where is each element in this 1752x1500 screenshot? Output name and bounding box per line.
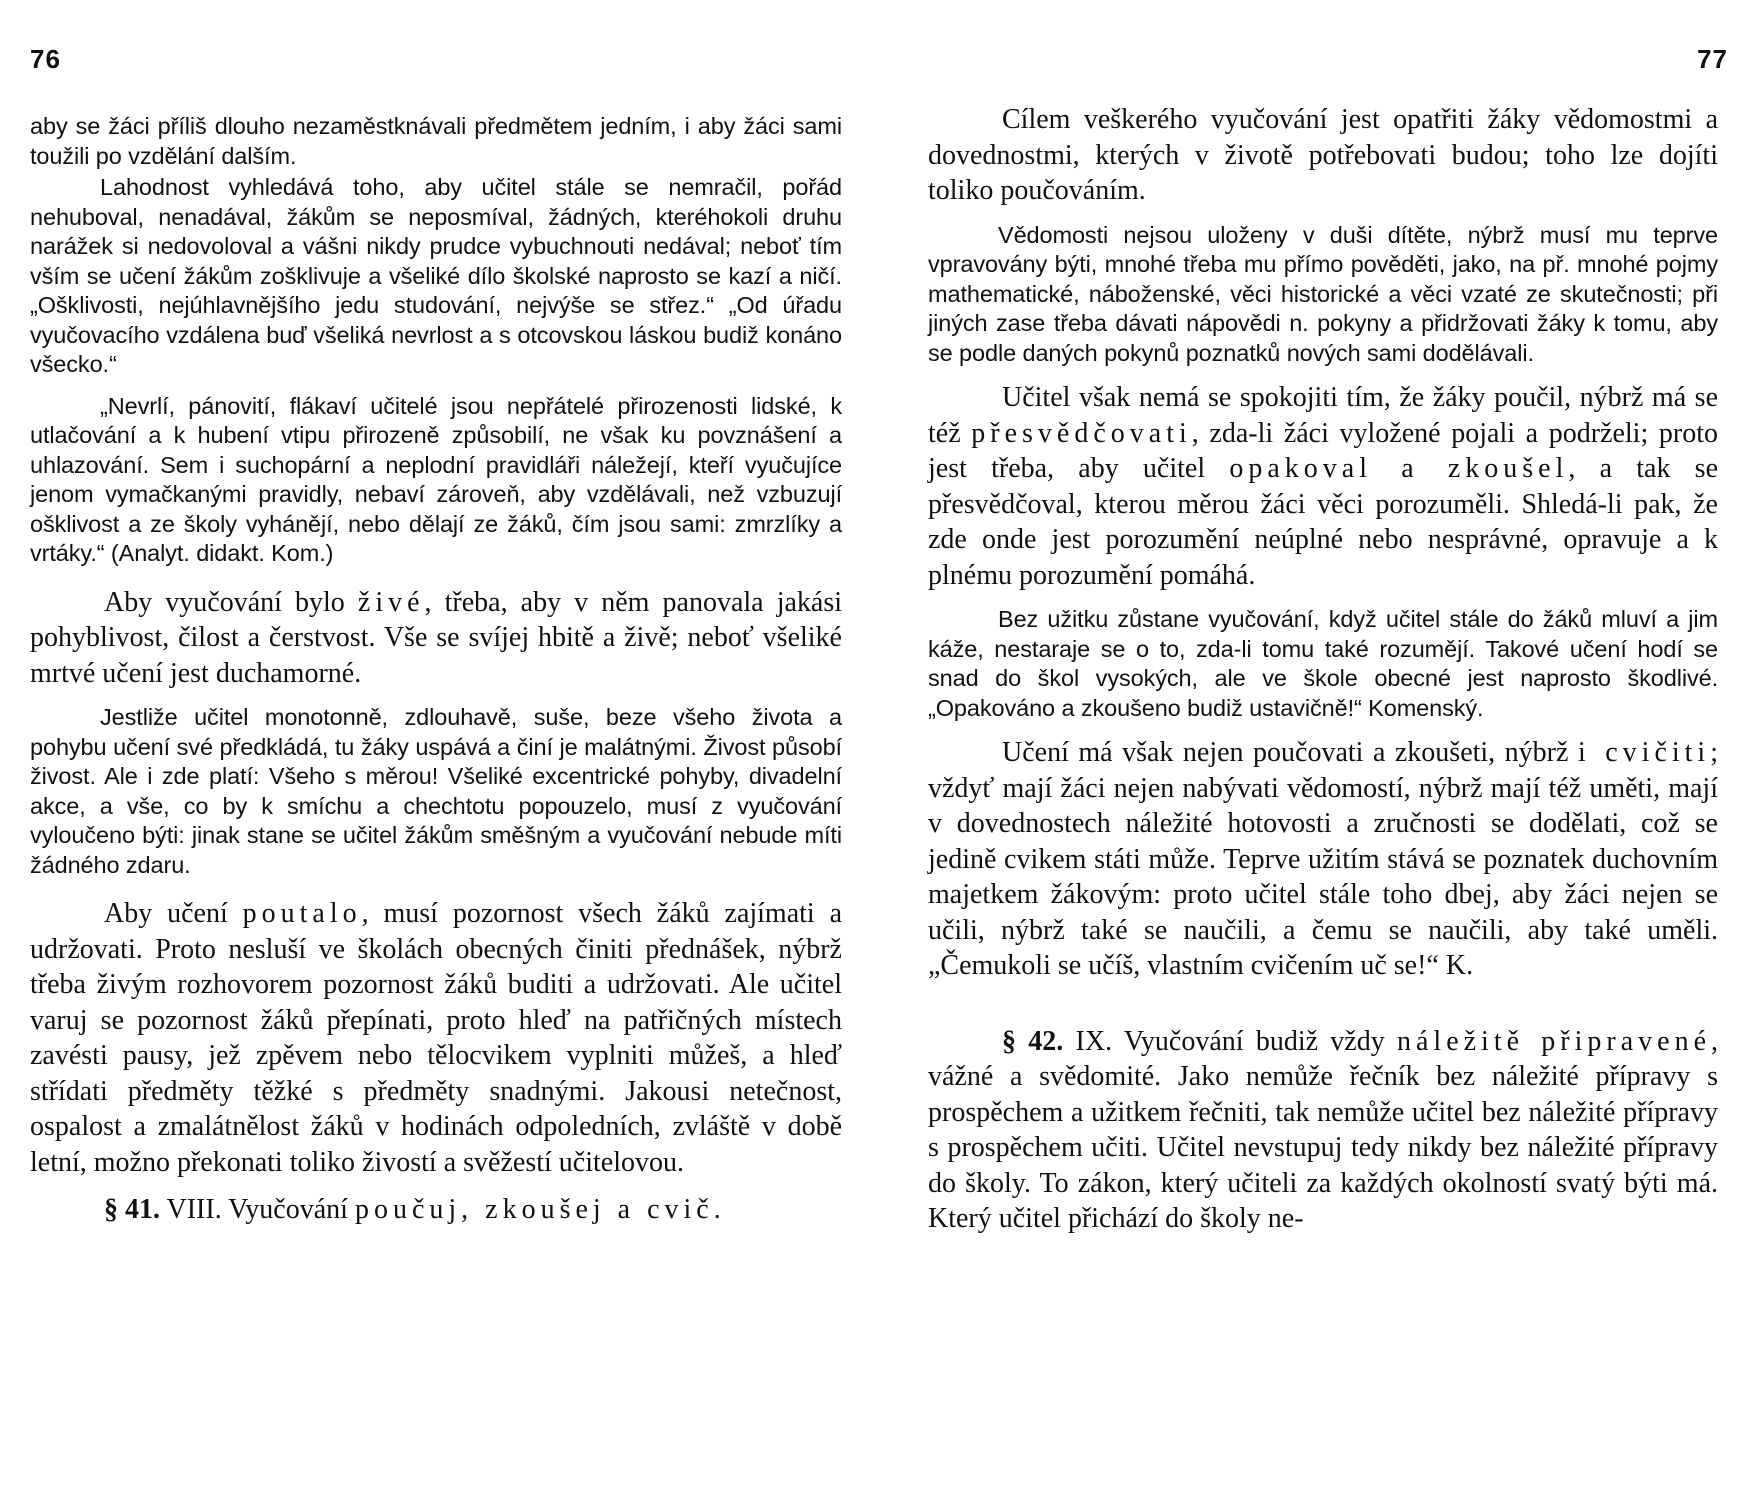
paragraph-poutalo: [30, 896, 842, 1180]
paragraph-cviciti: [928, 735, 1718, 984]
spaced-term: poučuj, zkoušej a cvič.: [354, 1194, 726, 1225]
text-run: , třeba, aby v něm panovala jakási pohyblivost, čilost a čerstvost. Vše se svíjej hbitě a živě; neboť všeliké mrtvé učení jest duchamorné.: [30, 586, 842, 689]
text-column: [928, 104, 1719, 1249]
text-run: , vážné a svědomité. Jako nemůže řečník bez náležité přípravy s prospěchem a užitkem řečniti, tak nemůže učitel bez náležité přípravy s prospěchem učiti. Učitel nevstupuj tedy nikdy bez náležité přípravy do školy. To zákon, který učiteli za každých okolností svatý býti má. Který učitel přichází do školy ne-: [928, 1025, 1719, 1234]
text-run: Učení má však nejen poučovati a zkoušeti, nýbrž: [1002, 737, 1578, 768]
text-run: Aby učení: [104, 898, 243, 929]
paragraph-continuation: aby se žáci příliš dlouho nezaměstknávali předmětem jedním, i aby žáci sami toužili po vzdělání dalším.: [30, 113, 842, 169]
right-page: [876, 0, 1752, 1500]
section-heading-42: [928, 1024, 1718, 1237]
spaced-term: živé: [357, 586, 425, 618]
paragraph-zive: [30, 585, 842, 692]
text-run: Aby vyučování bylo: [104, 586, 358, 618]
text-column: [30, 112, 842, 1240]
paragraph-lahodnost: Lahodnost vyhledává toho, aby učitel stále se nemračil, pořád nehuboval, nenadával, žákům se neposmíval, žádných, kteréhokoli druhu narážek si nedovoloval a vášni nikdy prudce vybuchnouti nedával; neboť tím vším se učení žákům zošklivuje a všeliké dílo školské naprosto se kazí a ničí. „Ošklivosti, nejúhlavnějšího jedu studování, nejvýše se střez.“ „Od úřadu vyučovacího vzdálena buď všeliká nevrlost a s otcovskou láskou budiž konáno všecko.“: [30, 174, 842, 377]
text-run: Učitel však nemá se spokojiti tím, že žáky poučil, nýbrž má se též: [928, 382, 1718, 449]
quote-komensky: „Nevrlí, pánovití, flákaví učitelé jsou nepřátelé přirozenosti lidské, k utlačování a k hubení vtipu přirozeně způsobilí, ne však ku povznášení a uhlazování. Sem i suchopární a neplodní pravidláři náležejí, kteří vyučujíce jenom vymačkanými pravidly, nebaví zároveň, aby vzdělávali, než vzbuzují ošklivost a ze školy vyhánějí, nebo dělají ze žáků, čím jsou sami: zmrzlíky a vrtáky.“ (Analyt. didakt. Kom.): [30, 392, 842, 566]
text-run: IX. Vyučování budiž vždy: [1063, 1025, 1397, 1057]
text-run: , zda-li žáci vyložené pojali a podrželi; proto jest třeba, aby učitel: [928, 417, 1718, 484]
paragraph-bez-uzitku: Bez užitku zůstane vyučování, když učitel stále do žáků mluví a jim káže, nestaraje se o to, zda-li tomu také rozumějí. Takové učení hodí se snad do škol vysokých, ale ve škole obecné jest naprosto škodlivé. „Opakováno a zkoušeno budiž ustavičně!“ Komenský.: [928, 606, 1718, 721]
section-heading-41: [30, 1192, 842, 1228]
page-number: 77: [1697, 44, 1728, 74]
spaced-term: poutalo: [242, 898, 362, 929]
paragraph-cilem: Cílem veškerého vyučování jest opatřiti žáky vědomostmi a dovednostmi, kterých v životě potřebovati budou; toho lze dojíti toliko poučováním.: [928, 104, 1718, 206]
paragraph-monotonne: Jestliže učitel monotonně, zdlouhavě, suše, beze všeho života a pohybu učení své předkládá, tu žáky uspává a činí je malátnými. Živost působí živost. Ale i zde platí: Všeho s měrou! Všeliké excentrické pohyby, divadelní akce, a vše, co by k smíchu a chechtotu popouzelo, musí z vyučování vyloučeno býti: jinak stane se učitel žákům směšným a vyučování nebude míti žádného zdaru.: [30, 704, 842, 878]
spaced-term: i cvičiti: [1577, 737, 1711, 768]
text-run: , musí pozornost všech žáků zajímati a udržovati. Proto nesluší ve školách obecných činiti přednášek, nýbrž třeba živým rozhovorem pozornost žáků buditi a udržovati. Ale učitel varuj se pozornost žáků přepínati, proto hleď na patřičných místech zavésti pausy, jež zpěvem nebo tělocvikem vyplniti můžeš, a hleď střídati předměty těžké s předměty snadnými. Jakousi netečnost, ospalost a zmalátnělost žáků v hodinách odpoledních, zvláště v době letní, možno překonati toliko živostí a svěžestí učitelovou.: [30, 898, 842, 1178]
text-run: , a tak se přesvědčoval, kterou měrou žáci věci porozuměli. Shledá-li pak, že zde onde jest porozumění neúplné nebo nesprávné, opravuje a k plnému porozumění pomáhá.: [928, 453, 1718, 591]
paragraph-presvedcovati: [928, 380, 1718, 593]
spaced-term: náležitě připravené: [1396, 1025, 1712, 1057]
section-number: § 41.: [104, 1194, 160, 1225]
paragraph-vedomosti: Vědomosti nejsou uloženy v duši dítěte, nýbrž musí mu teprve vpravovány býti, mnohé třeba mu přímo pověděti, jako, na př. mnohé pojmy mathematické, náboženské, věci historické a věci vzaté ze skutečnosti; při jiných zase třeba dávati nápovědi n. pokyny a přidržovati žáky k tomu, aby se podle daných pokynů poznatků nových sami dodělávali.: [928, 221, 1718, 366]
section-number: § 42.: [1002, 1025, 1064, 1057]
text-run: VIII. Vyučování: [160, 1194, 355, 1225]
spaced-term: opakoval a zkoušel: [1229, 453, 1569, 484]
spaced-term: přesvědčovati: [971, 417, 1192, 449]
text-run: ; vždyť mají žáci nejen nabývati vědomostí, nýbrž mají též uměti, mají v dovednostech náležité hotovosti a zručnosti se dodělati, což se jedině cvikem státi může. Teprve užitím stává se poznatek duchovním majetkem žákovým: proto učitel stále toho dbej, aby žáci nejen se učili, nýbrž také se naučili, a čemu se naučili, aby také uměli. „Čemukoli se učíš, vlastním cvičením uč se!“ K.: [928, 737, 1718, 981]
page-number: 76: [30, 44, 61, 74]
